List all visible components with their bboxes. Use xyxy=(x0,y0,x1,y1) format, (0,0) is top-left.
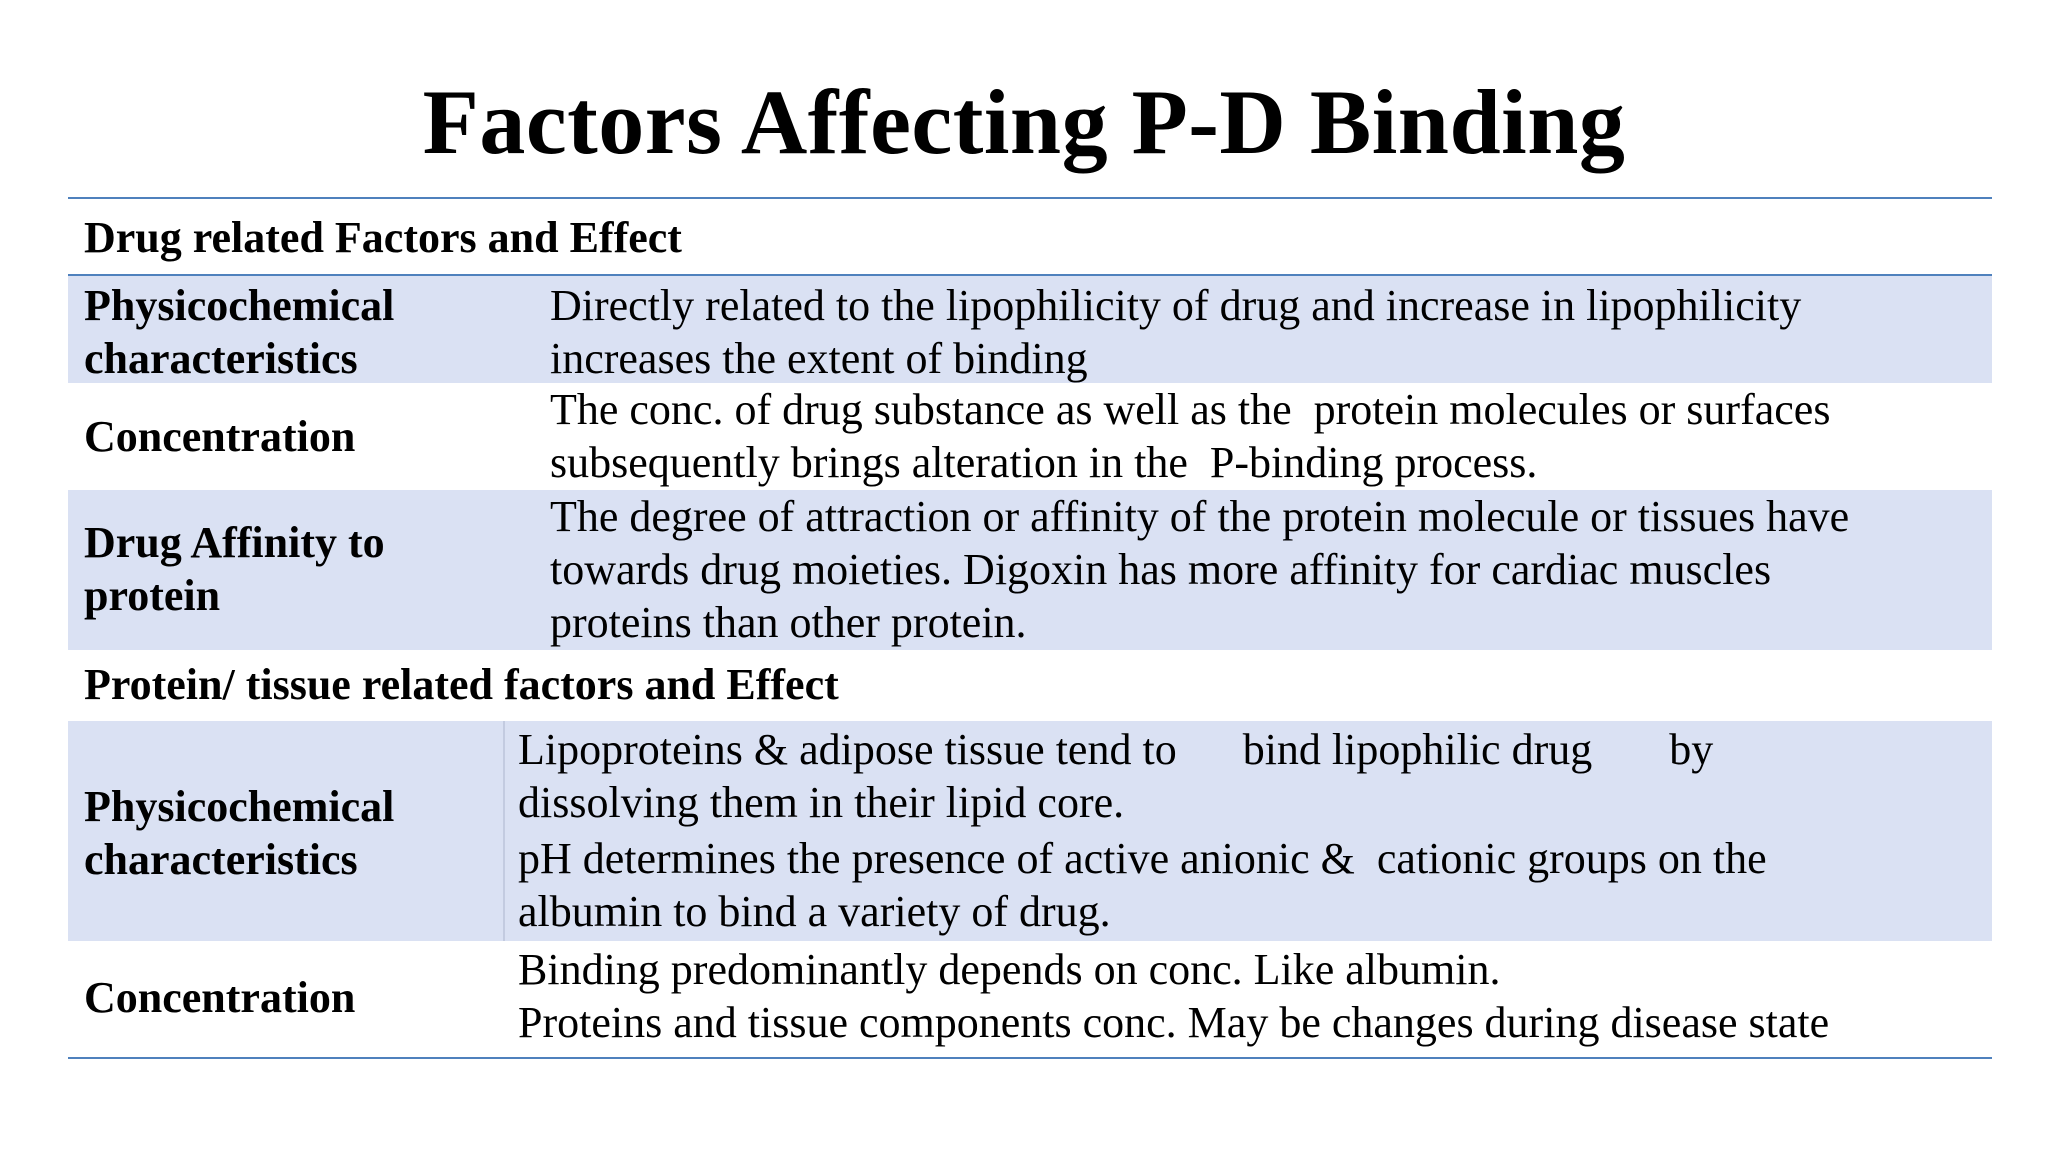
factor-label xyxy=(84,410,355,463)
effect-line: increases the extent of binding xyxy=(550,334,1088,383)
effect-line: albumin to bind a variety of drug. xyxy=(518,887,1111,936)
factor-line: Concentration xyxy=(84,412,356,461)
effect-text xyxy=(518,723,1767,938)
effect-line: subsequently brings alteration in the P-binding process. xyxy=(550,438,1538,487)
factor-line: protein xyxy=(84,571,221,620)
effect-line: towards drug moieties. Digoxin has more affinity for cardiac muscles xyxy=(550,545,1772,594)
protein-section-header: Protein/ tissue related factors and Effect xyxy=(84,660,839,709)
table-row xyxy=(68,941,1992,1057)
factor-line: Concentration xyxy=(84,973,356,1022)
effect-line: proteins than other protein. xyxy=(550,598,1027,647)
factor-label xyxy=(84,516,385,622)
factor-line: Physicochemical xyxy=(84,281,395,330)
effect-line: The degree of attraction or affinity of the protein molecule or tissues have xyxy=(550,492,1850,541)
factor-label xyxy=(84,279,394,385)
table-row xyxy=(68,383,1992,490)
factor-line: Physicochemical xyxy=(84,782,395,831)
effect-line: Directly related to the lipophilicity of drug and increase in lipophilicity xyxy=(550,281,1802,330)
factor-label xyxy=(84,971,355,1024)
slide-title: Factors Affecting P-D Binding xyxy=(422,71,1626,173)
table-row xyxy=(68,276,1992,383)
effect-text xyxy=(518,943,1829,1049)
table-bottom-rule xyxy=(68,1057,1992,1059)
effect-line: Proteins and tissue components conc. May be changes during disease state xyxy=(518,998,1830,1047)
effect-text xyxy=(550,279,1801,385)
effect-line: dissolving them in their lipid core. xyxy=(518,778,1125,827)
factor-line: characteristics xyxy=(84,835,358,884)
effect-line: Binding predominantly depends on conc. Like albumin. xyxy=(518,945,1501,994)
column-divider xyxy=(503,721,505,941)
drug-section-header: Drug related Factors and Effect xyxy=(84,213,682,262)
factor-line: characteristics xyxy=(84,334,358,383)
effect-line: pH determines the presence of active anionic & cationic groups on the xyxy=(518,834,1767,883)
effect-text xyxy=(550,490,1849,649)
table-row xyxy=(68,490,1992,650)
effect-line: Lipoproteins & adipose tissue tend to bind lipophilic drug by xyxy=(518,725,1714,774)
effect-line: The conc. of drug substance as well as the protein molecules or surfaces xyxy=(550,385,1831,434)
table-row xyxy=(68,721,1992,941)
table-top-rule xyxy=(68,197,1992,199)
factor-line: Drug Affinity to xyxy=(84,518,385,567)
effect-text xyxy=(550,383,1830,489)
factor-label xyxy=(84,780,394,886)
